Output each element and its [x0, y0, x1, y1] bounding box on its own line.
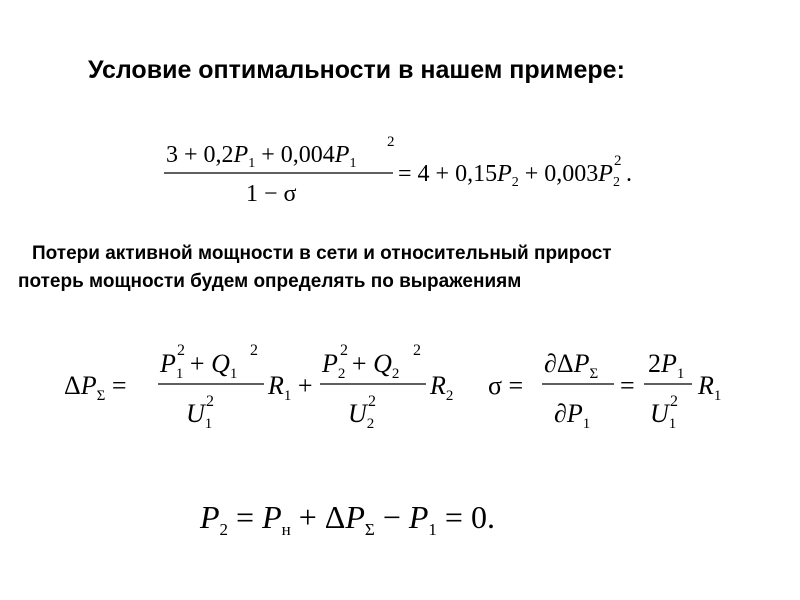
slide-title: Условие оптимальности в нашем примере:	[88, 56, 625, 84]
svg-text:ΔPΣ =: $\Delta P_\Sigma$ =	[64, 371, 127, 404]
optimality-condition-formula	[160, 128, 650, 210]
svg-text:2: 2	[340, 342, 348, 359]
svg-text:R1: $R_1$	[698, 371, 722, 404]
svg-text:2: 2	[670, 393, 678, 410]
svg-text:U2: $U_2$	[348, 399, 375, 432]
svg-text:1 − σ: 1 − σ	[246, 181, 297, 207]
power-balance-formula	[200, 492, 530, 542]
svg-text:2: 2	[206, 393, 214, 410]
explanatory-paragraph	[18, 240, 788, 296]
svg-text:= 4 + 0,15P2 + 0,003P2 .: = $4 + 0,15P_2 + 0,003P_2$ .	[398, 161, 632, 190]
svg-text:3 + 0,2P1 + 0,004P1: $3 + 0,2P_1 + 0,004P_1$	[166, 142, 357, 171]
relative-increment-formula	[488, 338, 738, 430]
svg-text:σ =: σ =	[488, 371, 524, 400]
paragraph-line-2: потерь мощности будем определять по выражениям	[18, 271, 522, 292]
svg-text:P2 + Q2: $P_2 + Q_2$	[322, 349, 400, 382]
svg-text:∂ΔPΣ: $\partial\Delta P_\Sigma$	[544, 349, 599, 382]
svg-text:P1 + Q1: $P_1 + Q_1$	[160, 349, 238, 382]
paragraph-line-1: Потери активной мощности в сети и относительный прирост	[32, 243, 612, 264]
svg-text:U1: $U_1$	[186, 399, 213, 432]
svg-text:2: 2	[250, 342, 258, 359]
svg-text:2: 2	[387, 134, 395, 150]
svg-text:2P1: $2P_1$	[648, 349, 685, 382]
svg-text:P2 = Pн + ΔPΣ − P1 = 0.: $P_2 = P_н + \Delta P_\Sigma - P_1 = 0$.	[200, 499, 495, 539]
svg-text:2: 2	[368, 393, 376, 410]
svg-text:2: 2	[413, 342, 421, 359]
svg-text:R2: $R_2$	[430, 371, 454, 404]
svg-text:U1: $U_1$	[650, 399, 677, 432]
svg-text:2: 2	[614, 153, 622, 169]
svg-text:∂P1: $\partial P_1$	[554, 399, 591, 432]
svg-text:=: =	[620, 371, 635, 400]
svg-text:R1 +: $R_1$ +	[268, 371, 313, 404]
power-losses-formula	[64, 338, 464, 430]
svg-text:2: 2	[177, 342, 185, 359]
